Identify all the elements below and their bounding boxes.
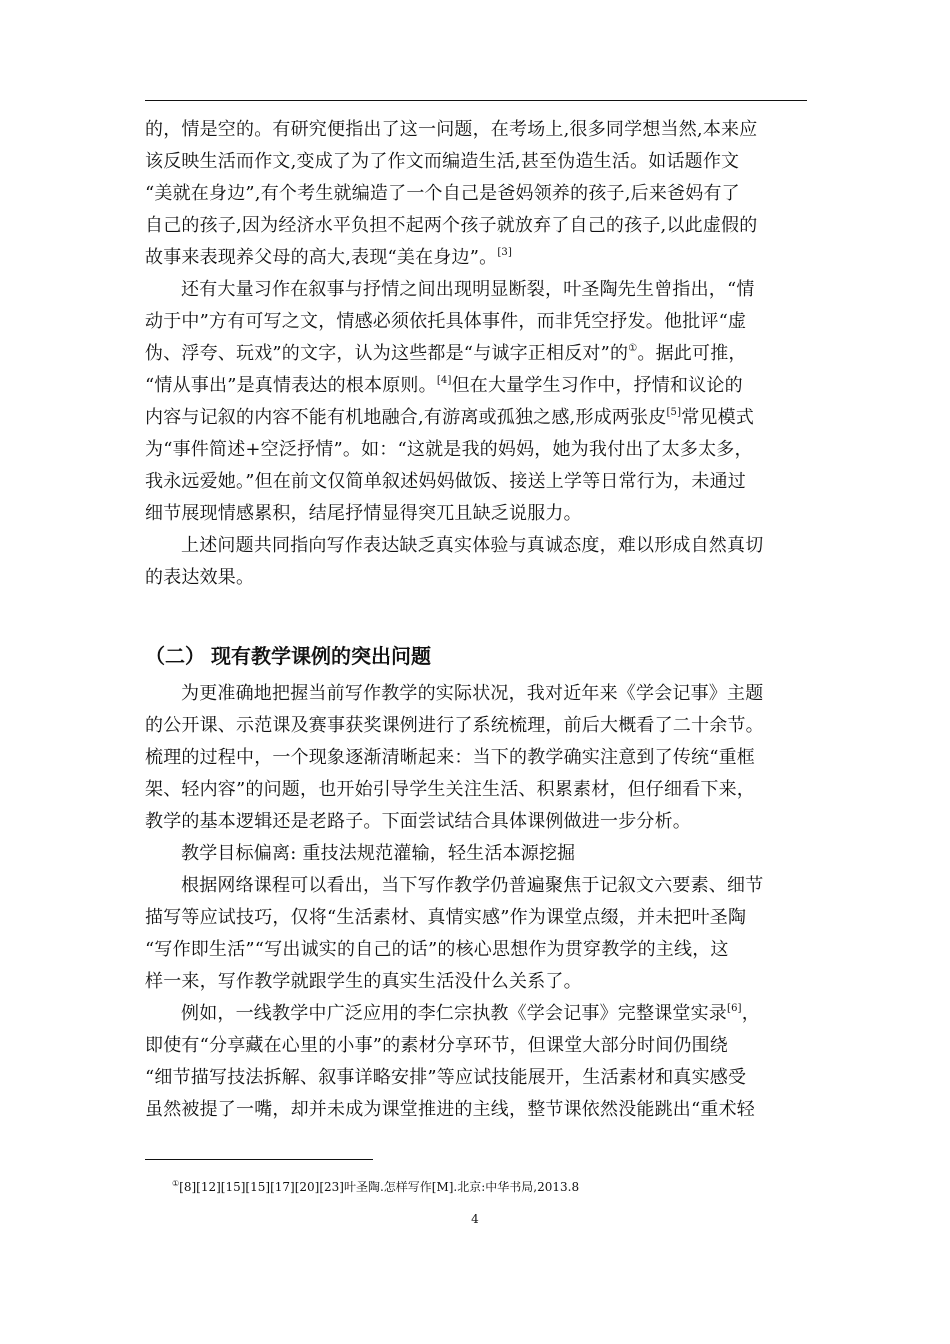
footnote — [172, 1178, 792, 1196]
paragraph-5 — [145, 870, 807, 998]
section-1-body — [145, 114, 807, 594]
section-2-body — [145, 678, 807, 1126]
text-fragment: 常见模式 — [681, 407, 755, 428]
text-fragment: 但在大量学生习作中，抒情和议论的 — [451, 375, 743, 396]
text-line: “细节描写技法拆解、叙事详略安排”等应试技能展开，生活素材和真实感受 — [145, 1067, 747, 1088]
text-line — [145, 242, 807, 274]
text-line: 架、轻内容”的问题，也开始引导学生关注生活、积累素材，但仔细看下来， — [145, 779, 755, 800]
text-line: 的公开课、示范课及赛事获奖课例进行了系统梳理，前后大概看了二十余节。 — [145, 715, 764, 736]
citation-marker: [4] — [436, 375, 452, 386]
paragraph-3 — [145, 530, 807, 594]
text-line: 即使有“分享藏在心里的小事”的素材分享环节，但课堂大部分时间仍围绕 — [145, 1035, 729, 1056]
text-line — [145, 338, 807, 370]
text-line: 为更准确地把握当前写作教学的实际状况，我对近年来《学会记事》主题 — [181, 683, 764, 704]
citation-marker: [6] — [727, 1003, 742, 1014]
text-line: 为“事件简述+空泛抒情”。如：“这就是我的妈妈，她为我付出了太多太多， — [145, 439, 753, 460]
section-number: （二） — [145, 644, 205, 668]
text-line: 样一来，写作教学就跟学生的真实生活没什么关系了。 — [145, 971, 582, 992]
text-fragment: “情从事出”是真情表达的根本原则。 — [145, 375, 437, 396]
footnote-marker: ① — [628, 343, 638, 354]
citation-marker: [3] — [497, 247, 513, 258]
footnote-rule — [145, 1159, 373, 1160]
text-line: 教学目标偏离: 重技法规范灌输，轻生活本源挖掘 — [181, 843, 576, 864]
text-line — [145, 370, 807, 402]
text-line: 根据网络课程可以看出，当下写作教学仍普遍聚焦于记叙文六要素、细节 — [181, 875, 764, 896]
page-number: 4 — [471, 1212, 479, 1226]
text-line — [145, 402, 807, 434]
text-line: 我永远爱她。”但在前文仅简单叙述妈妈做饭、接送上学等日常行为，未通过 — [145, 471, 746, 492]
text-line: 该反映生活而作文,变成了为了作文而编造生活,甚至伪造生活。如话题作文 — [145, 151, 740, 172]
text-line: 教学的基本逻辑还是老路子。下面尝试结合具体课例做进一步分析。 — [145, 811, 691, 832]
text-line: 动于中”方有可写之文，情感必须依托具体事件，而非凭空抒发。他批评“虚 — [145, 311, 747, 332]
text-line: “写作即生活”“写出诚实的自己的话”的核心思想作为贯穿教学的主线，这 — [145, 939, 729, 960]
text-line: 的，情是空的。有研究便指出了这一问题，在考场上,很多同学想当然,本来应 — [145, 119, 758, 140]
text-line: 自己的孩子,因为经济水平负担不起两个孩子就放弃了自己的孩子,以此虚假的 — [145, 215, 758, 236]
paragraph-1 — [145, 114, 807, 274]
citation-marker: [5] — [666, 407, 682, 418]
footnote-marker: ① — [172, 1179, 180, 1188]
text-fragment: ， — [741, 1003, 760, 1024]
text-fragment: 。据此可推， — [637, 343, 747, 364]
text-line: 虽然被提了一嘴，却并未成为课堂推进的主线，整节课依然没能跳出“重术轻 — [145, 1099, 755, 1120]
header-rule — [145, 100, 807, 101]
text-fragment: 例如，一线教学中广泛应用的李仁宗执教《学会记事》完整课堂实录 — [181, 1003, 727, 1024]
text-line: 梳理的过程中，一个现象逐渐清晰起来：当下的教学确实注意到了传统“重框 — [145, 747, 755, 768]
paragraph-4 — [145, 678, 807, 838]
subheading-paragraph — [145, 838, 807, 870]
footnote-text: [8][12][15][15][17][20][23]叶圣陶.怎样写作[M].北京:中华书局,2013.8 — [179, 1180, 580, 1194]
text-line: 上述问题共同指向写作表达缺乏真实体验与真诚态度，难以形成自然真切 — [181, 535, 764, 556]
text-line: 还有大量习作在叙事与抒情之间出现明显断裂，叶圣陶先生曾指出，“情 — [181, 279, 755, 300]
text-line — [145, 998, 807, 1030]
section-title: 现有教学课例的突出问题 — [211, 644, 431, 668]
section-heading — [145, 640, 807, 672]
text-fragment: 内容与记叙的内容不能有机地融合,有游离或孤独之感,形成两张皮 — [145, 407, 667, 428]
text-line: “美就在身边”,有个考生就编造了一个自己是爸妈领养的孩子,后来爸妈有了 — [145, 183, 740, 204]
text-fragment: 伪、浮夸、玩戏”的文字，认为这些都是“与诚字正相反对”的 — [145, 343, 629, 364]
text-fragment: 故事来表现养父母的高大,表现“美在身边”。 — [145, 247, 498, 268]
paragraph-6 — [145, 998, 807, 1126]
text-line: 的表达效果。 — [145, 567, 255, 588]
paragraph-2 — [145, 274, 807, 530]
text-line: 细节展现情感累积，结尾抒情显得突兀且缺乏说服力。 — [145, 503, 582, 524]
text-line: 描写等应试技巧，仅将“生活素材、真情实感”作为课堂点缀，并未把叶圣陶 — [145, 907, 747, 928]
